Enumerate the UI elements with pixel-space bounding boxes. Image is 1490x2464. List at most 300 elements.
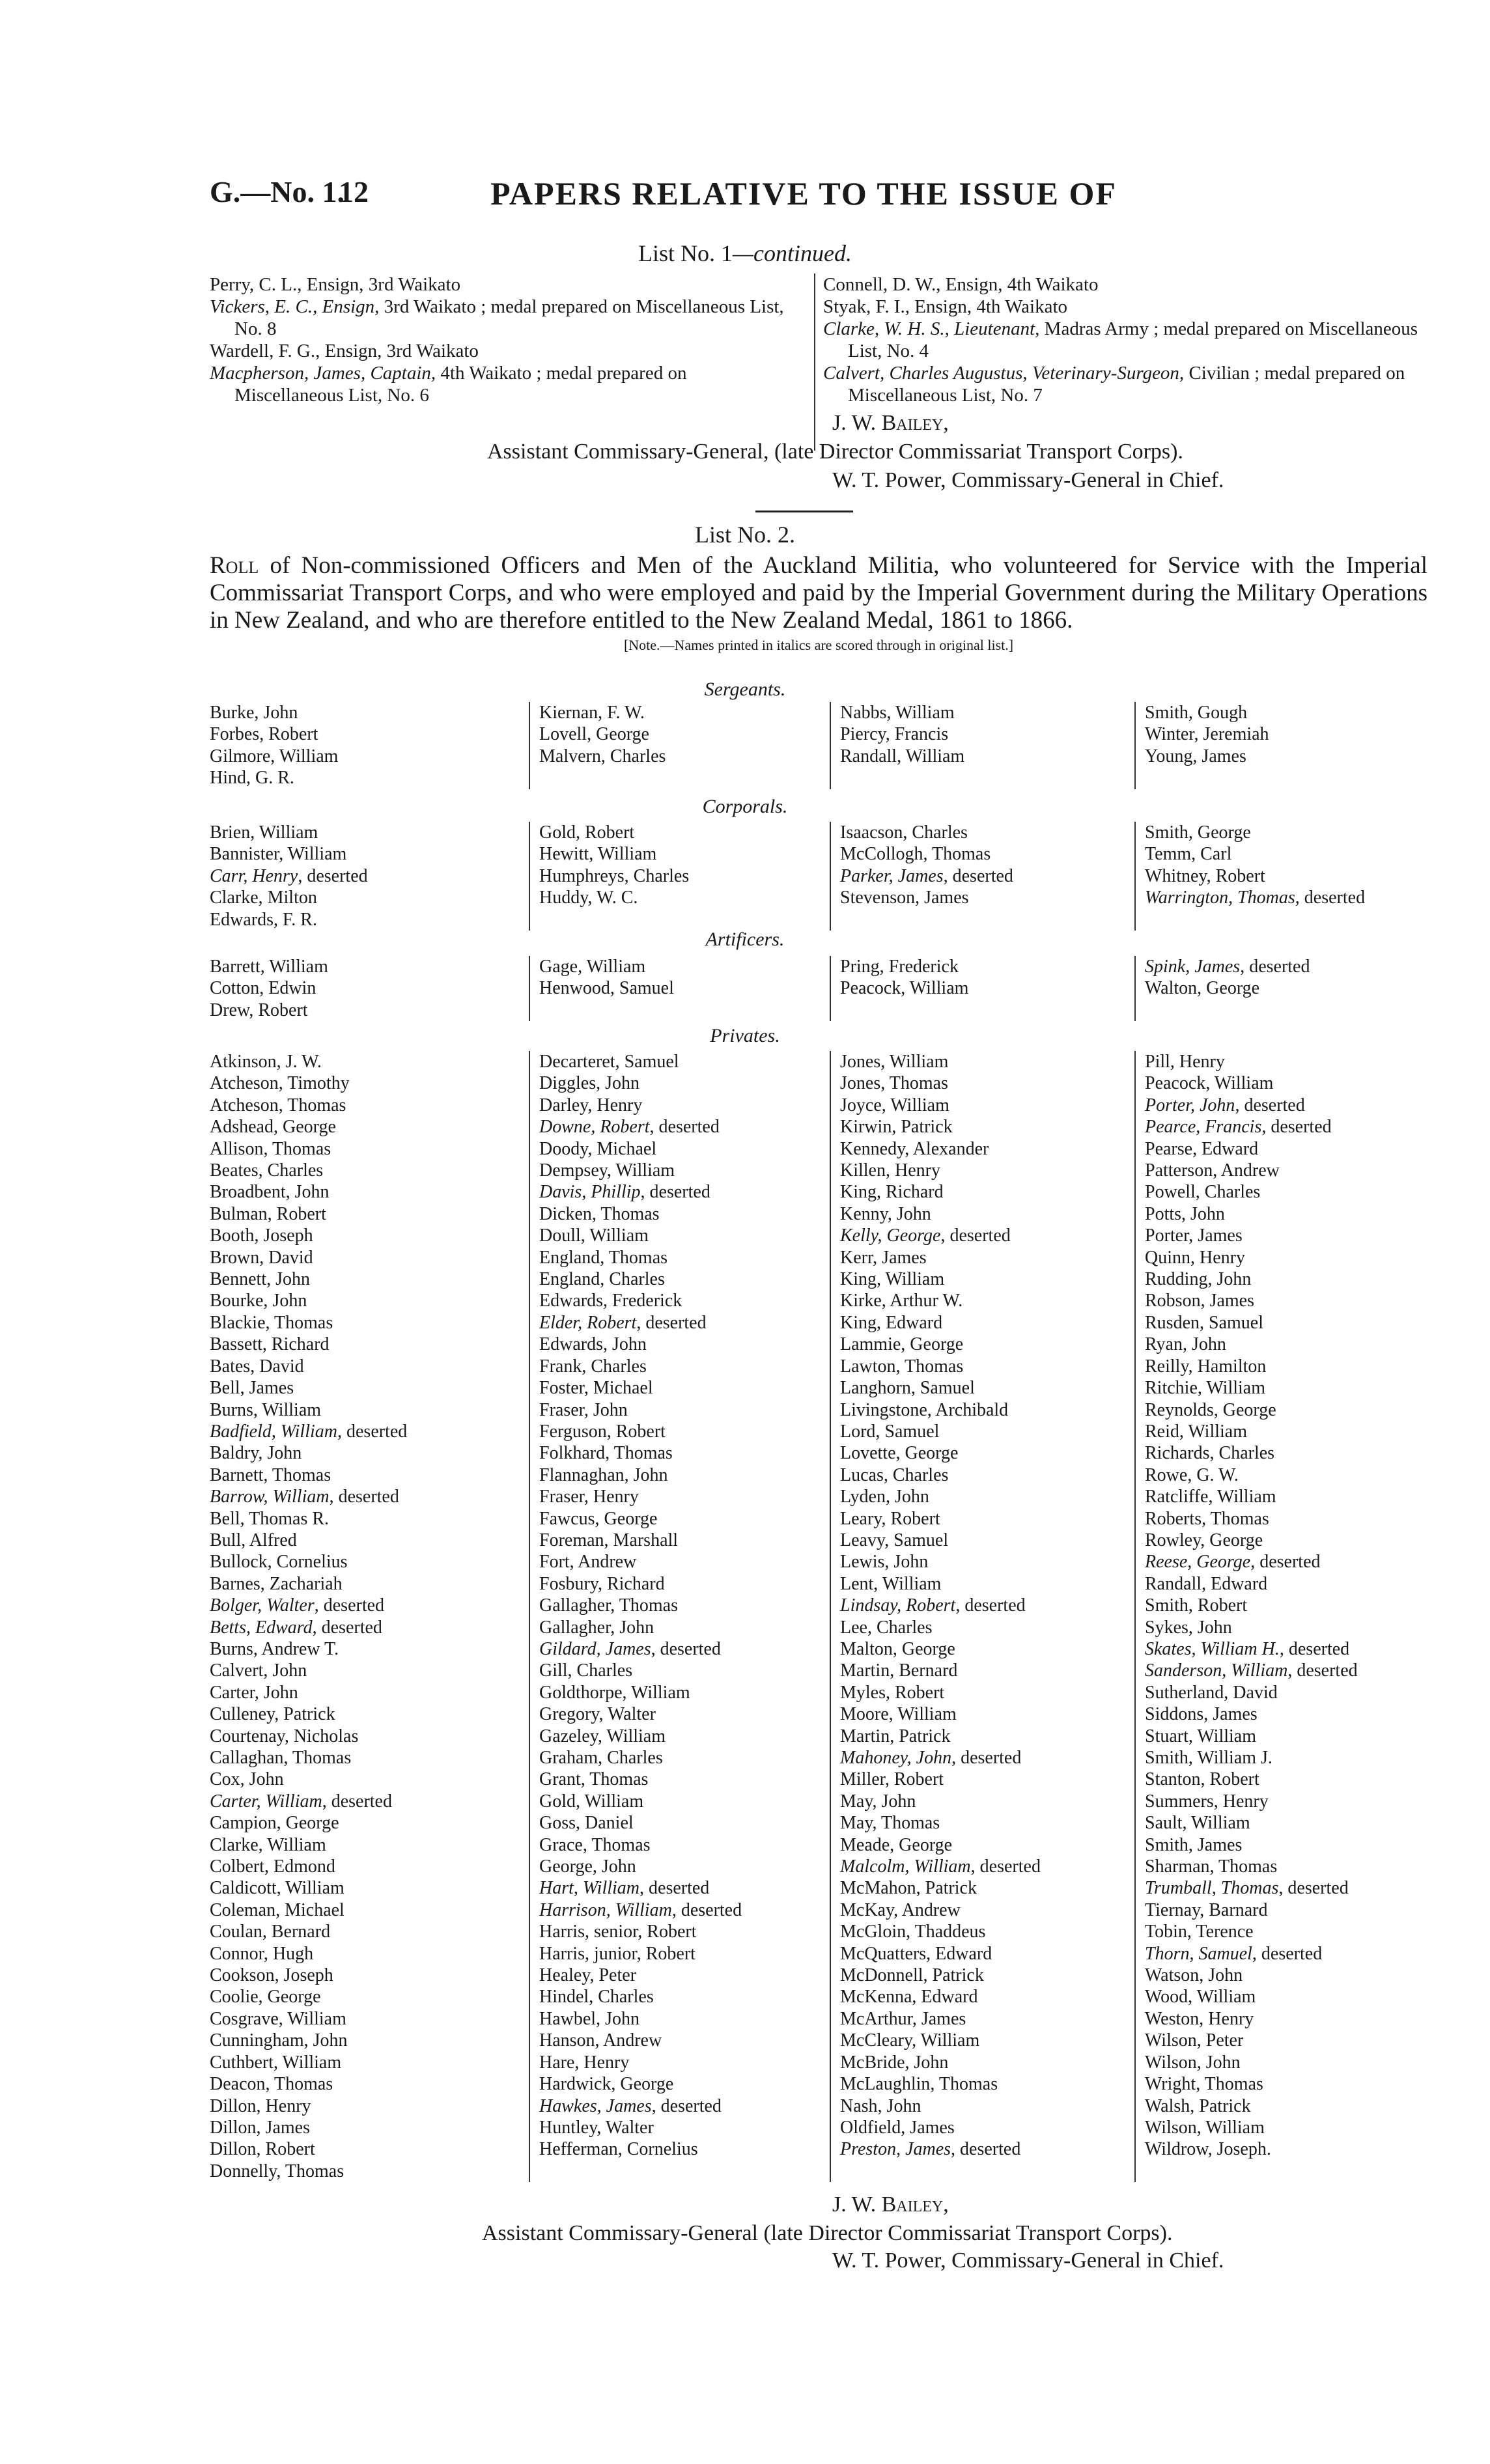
name-entry (210, 1617, 496, 1638)
name-entry: Atcheson, Thomas (210, 1095, 346, 1115)
name-entry (539, 1877, 822, 1899)
name-entry: McBride, John (840, 2052, 949, 2073)
corporals-column-2 (529, 822, 822, 931)
entry-detail: , Ensign, 4th Waikato (905, 296, 1068, 317)
scored-name: Betts, Edward (210, 1617, 313, 1638)
name-entry: Henwood, Samuel (539, 978, 674, 999)
name-entry: Powell, Charles (1145, 1182, 1261, 1203)
scored-name: Warrington, Thomas (1145, 888, 1295, 908)
name-entry: Dillon, Henry (210, 2095, 311, 2116)
name-entry: Clarke, Milton (210, 888, 317, 908)
entry-name: Styak, F. I. (823, 296, 905, 317)
name-entry: Gallagher, John (539, 1617, 654, 1638)
name-entry: Grant, Thomas (539, 1769, 649, 1790)
name-entry: Courtenay, Nicholas (210, 1726, 359, 1746)
scored-name: Barrow, William (210, 1487, 330, 1507)
name-entry: Diggles, John (539, 1073, 640, 1094)
name-entry: Colbert, Edmond (210, 1856, 335, 1877)
name-entry: Cunningham, John (210, 2030, 348, 2051)
name-entry: Bates, David (210, 1356, 304, 1377)
status-note: , deserted (1278, 1878, 1349, 1899)
corporals-column-1 (210, 822, 496, 931)
name-entry (1145, 1551, 1434, 1573)
name-entry: Smith, Gough (1145, 703, 1248, 723)
name-entry: Tobin, Terence (1145, 1922, 1254, 1942)
list1-entry (823, 318, 1427, 362)
name-entry: Patterson, Andrew (1145, 1160, 1280, 1181)
name-entry: Gregory, Walter (539, 1704, 656, 1725)
name-entry: Coolie, George (210, 1987, 321, 2008)
scored-name: Kelly, George (840, 1225, 941, 1246)
name-entry: Randall, Edward (1145, 1573, 1268, 1594)
sergeants-column-4 (1134, 702, 1434, 789)
name-entry (840, 1595, 1129, 1616)
artificers-column-2 (529, 956, 822, 1021)
status-note: , deserted (970, 1856, 1041, 1877)
name-entry (1145, 956, 1434, 977)
name-entry: Booth, Joseph (210, 1225, 313, 1246)
roll-note: [Note.—Names printed in italics are scored through in original list.] (623, 637, 1014, 653)
scored-name: Reese, George (1145, 1552, 1251, 1573)
name-entry: Weston, Henry (1145, 2008, 1254, 2029)
name-entry: Stevenson, James (840, 888, 969, 908)
name-entry: Darley, Henry (539, 1095, 643, 1115)
scored-name: Trumball, Thomas (1145, 1878, 1279, 1899)
status-note: , deserted (651, 1638, 721, 1659)
name-entry: Bennett, John (210, 1269, 310, 1290)
name-entry: May, John (840, 1791, 916, 1812)
scored-name: Parker, James (840, 865, 944, 886)
name-entry: Quinn, Henry (1145, 1247, 1245, 1268)
name-entry: Pring, Frederick (840, 957, 959, 977)
name-entry: Sutherland, David (1145, 1682, 1278, 1703)
name-entry: McQuatters, Edward (840, 1943, 992, 1964)
corporals-column-3 (830, 822, 1129, 931)
name-entry: Decarteret, Samuel (539, 1052, 679, 1072)
list2-countersignature: W. T. Power, Commissary-General in Chief. (832, 2248, 1224, 2273)
name-entry (539, 1312, 822, 1334)
name-entry: Reilly, Hamilton (1145, 1356, 1267, 1377)
name-entry (1145, 1638, 1434, 1660)
name-entry: Ferguson, Robert (539, 1421, 666, 1442)
name-entry: Kiernan, F. W. (539, 703, 645, 723)
name-entry: Leary, Robert (840, 1508, 940, 1529)
name-entry: Blackie, Thomas (210, 1312, 333, 1333)
list1-entry (823, 296, 1427, 318)
name-entry (1145, 1877, 1434, 1899)
status-note: , deserted (1295, 888, 1366, 908)
name-entry: McArthur, James (840, 2008, 966, 2029)
name-entry (210, 1421, 496, 1442)
scored-name: Badfield, William (210, 1421, 337, 1442)
name-entry (840, 865, 1129, 887)
name-entry: Potts, John (1145, 1203, 1225, 1224)
scored-name: Downe, Robert (539, 1117, 650, 1138)
name-entry: Randall, William (840, 746, 965, 766)
sergeants-column-1 (210, 702, 496, 789)
name-entry (539, 1116, 822, 1138)
status-note: , deserted (649, 1117, 720, 1138)
name-entry: Watson, John (1145, 1965, 1243, 1986)
name-entry: Fawcus, George (539, 1508, 658, 1529)
scored-name: Elder, Robert (539, 1312, 637, 1333)
name-entry: Bourke, John (210, 1291, 307, 1311)
scored-name: Preston, James (840, 2139, 951, 2160)
scored-name: Carter, William (210, 1791, 322, 1812)
corporals-column-4 (1134, 822, 1434, 931)
artificers-column-4 (1134, 956, 1434, 1021)
list2-caption: List No. 2. (694, 522, 795, 548)
name-entry: Fort, Andrew (539, 1552, 637, 1573)
page-header (0, 175, 1490, 220)
name-entry: Oldfield, James (840, 2117, 955, 2138)
name-entry: Dillon, Robert (210, 2139, 315, 2160)
list1-left-column (210, 273, 796, 406)
name-entry: Coulan, Bernard (210, 1922, 331, 1942)
scored-name: Thorn, Samuel (1145, 1943, 1252, 1964)
name-entry: McMahon, Patrick (840, 1878, 977, 1899)
list1-caption (0, 240, 1490, 267)
name-entry: Langhorn, Samuel (840, 1378, 975, 1399)
name-entry: Bull, Alfred (210, 1530, 297, 1550)
list1-signature-name (832, 409, 949, 438)
name-entry: Walsh, Patrick (1145, 2095, 1251, 2116)
status-note: , deserted (337, 1421, 408, 1442)
status-note: , deserted (1240, 957, 1310, 977)
name-entry: McCleary, William (840, 2030, 980, 2051)
status-note: , deserted (298, 865, 368, 886)
name-entry: Hardwick, George (539, 2074, 674, 2095)
name-entry (1145, 1660, 1434, 1681)
name-entry (840, 1225, 1129, 1246)
name-entry: Fraser, John (539, 1399, 628, 1420)
name-entry: Lewis, John (840, 1552, 929, 1573)
name-entry: Kirwin, Patrick (840, 1117, 953, 1138)
name-entry: Porter, James (1145, 1225, 1243, 1246)
list2-signature-name (832, 2191, 949, 2219)
name-entry: Cotton, Edwin (210, 978, 316, 999)
status-note: , deserted (636, 1312, 707, 1333)
name-entry: Rusden, Samuel (1145, 1312, 1263, 1333)
list2-signer: J. W. Bailey, (832, 2192, 949, 2217)
name-entry: Myles, Robert (840, 1682, 945, 1703)
name-entry: Pill, Henry (1145, 1052, 1225, 1072)
name-entry (1145, 1116, 1434, 1138)
name-entry (539, 2095, 822, 2117)
scored-name: Skates, William H. (1145, 1638, 1280, 1659)
name-entry: Gold, William (539, 1791, 644, 1812)
name-entry: Winter, Jeremiah (1145, 724, 1269, 745)
name-entry: Graham, Charles (539, 1748, 663, 1768)
name-entry: Malvern, Charles (539, 746, 666, 766)
name-entry: Siddons, James (1145, 1704, 1258, 1725)
name-entry: Dempsey, William (539, 1160, 675, 1181)
status-note: , deserted (1279, 1638, 1350, 1659)
name-entry: Barrett, William (210, 957, 328, 977)
name-entry: Piercy, Francis (840, 724, 949, 745)
name-entry: Deacon, Thomas (210, 2074, 333, 2095)
name-entry: Humphreys, Charles (539, 865, 690, 886)
name-entry: Smith, Robert (1145, 1595, 1248, 1616)
sergeants-group (210, 702, 1427, 789)
name-entry: Brown, David (210, 1247, 313, 1268)
list2-signature-title: Assistant Commissary-General (late Director Commissariat Transport Corps). (482, 2221, 1173, 2245)
name-entry: George, John (539, 1856, 636, 1877)
name-entry: Ryan, John (1145, 1334, 1226, 1355)
name-entry: Burke, John (210, 703, 298, 723)
entry-name: Perry, C. L. (210, 274, 298, 295)
name-entry: Callaghan, Thomas (210, 1748, 352, 1768)
page-title: PAPERS RELATIVE TO THE ISSUE OF (490, 175, 1117, 212)
scored-name: Pearce, Francis (1145, 1117, 1262, 1138)
name-entry: Bell, James (210, 1378, 294, 1399)
artificers-column-1 (210, 956, 496, 1021)
artificers-column-3 (830, 956, 1129, 1021)
name-entry: Wildrow, Joseph. (1145, 2139, 1271, 2160)
name-entry: Brien, William (210, 822, 318, 843)
name-entry: Ritchie, William (1145, 1378, 1265, 1399)
name-entry: Killen, Henry (840, 1160, 940, 1181)
name-entry: Reynolds, George (1145, 1399, 1276, 1420)
name-entry: Barnett, Thomas (210, 1464, 331, 1485)
privates-group (210, 1051, 1427, 2182)
name-entry: Stuart, William (1145, 1726, 1257, 1746)
name-entry: Moore, William (840, 1704, 957, 1725)
name-entry: Harris, senior, Robert (539, 1922, 697, 1942)
name-entry: Kirke, Arthur W. (840, 1291, 963, 1311)
name-entry: Frank, Charles (539, 1356, 647, 1377)
name-entry: Connor, Hugh (210, 1943, 314, 1964)
name-entry: Bannister, William (210, 844, 347, 865)
entry-detail: Madras Army ; medal prepared on Miscellaneous List, No. 4 (848, 318, 1418, 361)
list1-entry (823, 362, 1427, 406)
name-entry: Bullock, Cornelius (210, 1552, 348, 1573)
entry-name: Vickers, E. C., Ensign, (210, 296, 380, 317)
document-reference: G.—No. 1. (210, 175, 344, 208)
name-entry: Wilson, John (1145, 2052, 1241, 2073)
name-entry: Livingstone, Archibald (840, 1399, 1009, 1420)
name-entry: Wood, William (1145, 1987, 1256, 2008)
name-entry: Carter, John (210, 1682, 298, 1703)
name-entry: King, William (840, 1269, 945, 1290)
name-entry: Young, James (1145, 746, 1246, 766)
name-entry: McKay, Andrew (840, 1899, 961, 1920)
name-entry: Nabbs, William (840, 703, 955, 723)
name-entry: Peacock, William (840, 978, 969, 999)
scored-name: Sanderson, William (1145, 1660, 1288, 1681)
name-entry: Leavy, Samuel (840, 1530, 949, 1550)
list1-entry (210, 362, 796, 406)
scored-name: Porter, John (1145, 1095, 1235, 1115)
scored-name: Spink, James (1145, 957, 1241, 977)
scored-name: Carr, Henry (210, 865, 298, 886)
name-entry: Lent, William (840, 1573, 942, 1594)
entry-name: Connell, D. W. (823, 274, 936, 295)
artificers-group (210, 956, 1427, 1021)
status-note: , deserted (314, 1595, 385, 1616)
section-title-corporals: Corporals. (702, 796, 788, 817)
entry-name: Clarke, W. H. S., Lieutenant, (823, 318, 1040, 339)
name-entry: Baldry, John (210, 1443, 302, 1464)
name-entry (210, 865, 496, 887)
name-entry (840, 2138, 1129, 2160)
name-entry: May, Thomas (840, 1813, 940, 1834)
status-note: , deserted (640, 1878, 710, 1899)
name-entry (210, 1791, 496, 1812)
name-entry: Calvert, John (210, 1660, 307, 1681)
name-entry: Harris, junior, Robert (539, 1943, 696, 1964)
name-entry: Hefferman, Cornelius (539, 2139, 698, 2160)
name-entry: Gold, Robert (539, 822, 635, 843)
name-entry: Isaacson, Charles (840, 822, 968, 843)
name-entry: Peacock, William (1145, 1073, 1274, 1094)
sergeants-column-3 (830, 702, 1129, 789)
name-entry: Jones, William (840, 1052, 949, 1072)
name-entry: Walton, George (1145, 978, 1260, 999)
name-entry: Richards, Charles (1145, 1443, 1275, 1464)
status-note: , deserted (1235, 1095, 1305, 1115)
name-entry: Summers, Henry (1145, 1791, 1269, 1812)
entry-name: Calvert, Charles Augustus, Veterinary-Surgeon, (823, 363, 1185, 384)
name-entry: McCollogh, Thomas (840, 844, 991, 865)
scored-name: Davis, Phillip (539, 1182, 641, 1203)
name-entry: McLaughlin, Thomas (840, 2074, 998, 2095)
name-entry: Gilmore, William (210, 746, 339, 766)
name-entry: Stanton, Robert (1145, 1769, 1259, 1790)
status-note: , deserted (329, 1487, 399, 1507)
name-entry (840, 1856, 1129, 1877)
status-note: , deserted (943, 865, 1013, 886)
name-entry: Broadbent, John (210, 1182, 330, 1203)
name-entry: Foreman, Marshall (539, 1530, 679, 1550)
list1-signature-title: Assistant Commissary-General, (late Director Commissariat Transport Corps). (487, 440, 1183, 464)
name-entry: Atcheson, Timothy (210, 1073, 350, 1094)
list1-entry (210, 273, 796, 296)
name-entry: Healey, Peter (539, 1965, 636, 1986)
name-entry: Sharman, Thomas (1145, 1856, 1278, 1877)
name-entry: Sykes, John (1145, 1617, 1232, 1638)
entry-detail: 4th Waikato ; medal prepared on Miscellaneous List, No. 6 (234, 363, 687, 406)
roll-lead: Roll (210, 552, 259, 579)
name-entry: Wilson, Peter (1145, 2030, 1244, 2051)
name-entry: Martin, Patrick (840, 1726, 951, 1746)
name-entry: Fraser, Henry (539, 1487, 639, 1507)
name-entry: Kerr, James (840, 1247, 927, 1268)
name-entry: Kennedy, Alexander (840, 1138, 989, 1159)
name-entry: McDonnell, Patrick (840, 1965, 984, 1986)
name-entry: Gazeley, William (539, 1726, 666, 1746)
list1-caption-main: List No. 1 (638, 240, 733, 266)
name-entry (1145, 1943, 1434, 1965)
name-entry: Ratcliffe, William (1145, 1487, 1276, 1507)
name-entry: Smith, James (1145, 1834, 1243, 1855)
section-title-sergeants: Sergeants. (704, 679, 786, 700)
name-entry: Goss, Daniel (539, 1813, 634, 1834)
roll-description (210, 552, 1427, 659)
section-title-artificers: Artificers. (705, 929, 785, 950)
name-entry: Whitney, Robert (1145, 865, 1265, 886)
name-entry: Edwards, F. R. (210, 909, 317, 930)
name-entry: Coleman, Michael (210, 1899, 344, 1920)
name-entry: Dicken, Thomas (539, 1203, 660, 1224)
scored-name: Gildard, James (539, 1638, 651, 1659)
list1-entry (210, 340, 796, 362)
name-entry: Huntley, Walter (539, 2117, 654, 2138)
name-entry: Hewitt, William (539, 844, 657, 865)
name-entry: Cox, John (210, 1769, 284, 1790)
sergeants-column-2 (529, 702, 822, 789)
name-entry: Lammie, George (840, 1334, 964, 1355)
name-entry: Hind, G. R. (210, 768, 294, 789)
name-entry: Cosgrave, William (210, 2008, 346, 2029)
name-entry: Wilson, William (1145, 2117, 1265, 2138)
list1-caption-cont: —continued. (733, 240, 852, 266)
name-entry: Bulman, Robert (210, 1203, 326, 1224)
name-entry: Wright, Thomas (1145, 2074, 1263, 2095)
status-note: , deserted (951, 2139, 1021, 2160)
status-note: , deserted (651, 2095, 722, 2116)
scored-name: Bolger, Walter (210, 1595, 315, 1616)
name-entry: Pearse, Edward (1145, 1138, 1259, 1159)
name-entry: Sault, William (1145, 1813, 1250, 1834)
name-entry: Grace, Thomas (539, 1834, 651, 1855)
name-entry: Gage, William (539, 957, 646, 977)
name-entry: Martin, Bernard (840, 1660, 958, 1681)
name-entry (1145, 1095, 1434, 1116)
name-entry: Forbes, Robert (210, 724, 318, 745)
status-note: , deserted (1287, 1660, 1358, 1681)
name-entry: Burns, William (210, 1399, 322, 1420)
name-entry: Hanson, Andrew (539, 2030, 662, 2051)
name-entry: Huddy, W. C. (539, 888, 638, 908)
scored-name: Hawkes, James (539, 2095, 652, 2116)
name-entry: Hare, Henry (539, 2052, 630, 2073)
status-note: , deserted (312, 1617, 382, 1638)
scored-name: Hart, William (539, 1878, 640, 1899)
name-entry: Lucas, Charles (840, 1464, 949, 1485)
name-entry: Edwards, John (539, 1334, 647, 1355)
status-note: , deserted (1252, 1943, 1323, 1964)
name-entry: Barnes, Zachariah (210, 1573, 343, 1594)
name-entry: Meade, George (840, 1834, 953, 1855)
entry-detail: Civilian ; medal prepared on Miscellaneous List, No. 7 (848, 363, 1405, 406)
name-entry: Goldthorpe, William (539, 1682, 690, 1703)
name-entry: Cuthbert, William (210, 2052, 342, 2073)
list1-entry (210, 296, 796, 340)
privates-column-3 (830, 1051, 1129, 2182)
name-entry: Tiernay, Barnard (1145, 1899, 1268, 1920)
name-entry: Culleney, Patrick (210, 1704, 335, 1725)
name-entry: King, Edward (840, 1312, 943, 1333)
name-entry (840, 1747, 1129, 1769)
name-entry: Cookson, Joseph (210, 1965, 333, 1986)
status-note: , deserted (1250, 1552, 1321, 1573)
name-entry (539, 1181, 822, 1203)
name-entry: Hawbel, John (539, 2008, 640, 2029)
name-entry: Edwards, Frederick (539, 1291, 682, 1311)
entry-detail: , Ensign, 4th Waikato (936, 274, 1099, 295)
corporals-group (210, 822, 1427, 931)
name-entry: Atkinson, J. W. (210, 1052, 322, 1072)
name-entry: Donnelly, Thomas (210, 2161, 344, 2181)
entry-detail: , Ensign, 3rd Waikato (315, 341, 479, 361)
page-number: 12 (339, 175, 369, 208)
name-entry: Smith, William J. (1145, 1748, 1272, 1768)
name-entry: Gill, Charles (539, 1660, 633, 1681)
name-entry: Lord, Samuel (840, 1421, 940, 1442)
entry-detail: , Ensign, 3rd Waikato (297, 274, 461, 295)
name-entry: Temm, Carl (1145, 844, 1232, 865)
